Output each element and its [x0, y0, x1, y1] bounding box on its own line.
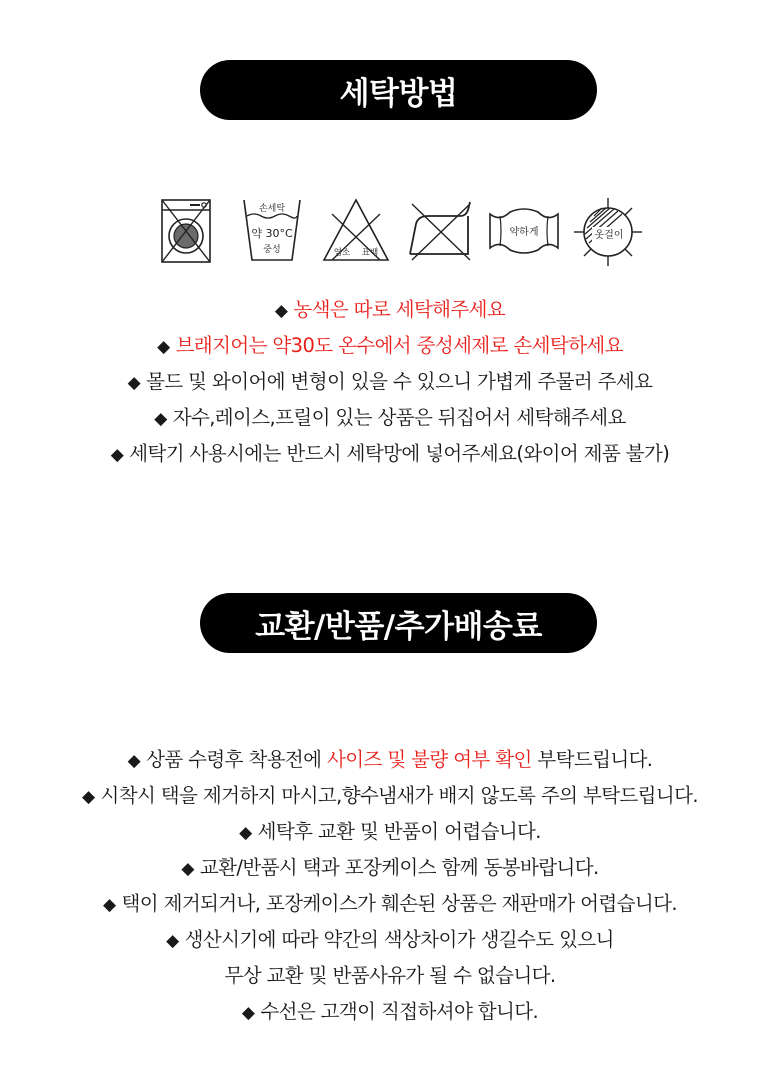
washing-line: [0, 292, 780, 328]
bullet-icon: ◆: [127, 751, 141, 771]
exchange-line-text: 수선은 고객이 직접하셔야 합니다.: [260, 1000, 539, 1023]
bleach-right-label: 표백: [361, 248, 379, 258]
exchange-line: [0, 814, 780, 850]
washing-line-text: 자수,레이스,프릴이 있는 상품은 뒤집어서 세탁해주세요: [172, 406, 626, 429]
hand-wash-bottom-label: 중성: [263, 245, 281, 255]
exchange-line: [0, 922, 780, 958]
exchange-line: [0, 958, 780, 994]
exchange-line-text: 부탁드립니다.: [531, 748, 653, 771]
no-iron-icon: [402, 194, 478, 270]
washing-line-text: 몰드 및 와이어에 변형이 있을 수 있으니 가볍게 주물러 주세요: [146, 370, 653, 393]
hand-wash-top-label: 손세탁: [258, 204, 286, 214]
exchange-line-text: 택이 제거되거나, 포장케이스가 훼손된 상품은 재판매가 어렵습니다.: [121, 892, 677, 915]
washing-line: [0, 400, 780, 436]
exchange-line-text: 교환/반품시 택과 포장케이스 함께 동봉바랍니다.: [199, 856, 599, 879]
bullet-icon: ◆: [274, 301, 288, 321]
hand-wash-icon: [234, 194, 310, 270]
washing-line: [0, 364, 780, 400]
exchange-line-text: 상품 수령후 착용전에: [146, 748, 328, 771]
bullet-icon: ◆: [241, 1003, 255, 1023]
washing-line-text: 세탁기 사용시에는 반드시 세탁망에 넣어주세요(와이어 제품 불가): [129, 442, 670, 465]
exchange-section-title: 교환/반품/추가배송료: [200, 593, 597, 653]
bullet-icon: ◆: [82, 787, 95, 807]
exchange-line: [0, 994, 780, 1030]
bullet-icon: ◆: [239, 823, 252, 843]
exchange-line: [0, 850, 780, 886]
machine-wash-prohibited-icon: [150, 194, 226, 270]
gentle-wring-icon: [486, 194, 562, 270]
exchange-line-text: 시착시 택을 제거하지 마시고,향수냄새가 배지 않도록 주의 부탁드립니다.: [100, 784, 698, 807]
exchange-line: [0, 886, 780, 922]
exchange-highlight-text: 사이즈 및 불량 여부 확인: [327, 748, 532, 771]
exchange-line-text: 세탁후 교환 및 반품이 어렵습니다.: [257, 820, 541, 843]
bullet-icon: ◆: [154, 409, 167, 429]
bullet-icon: ◆: [166, 931, 179, 951]
washing-line: [0, 328, 780, 364]
hang-dry-icon: [570, 194, 646, 270]
bullet-icon: ◆: [110, 445, 124, 465]
gentle-label: 약하게: [509, 227, 539, 238]
bullet-icon: ◆: [157, 337, 170, 357]
hang-dry-label: 옷걸이: [594, 230, 624, 241]
bullet-icon: ◆: [181, 859, 194, 879]
hand-wash-temp-label: 약 30°C: [251, 227, 293, 240]
exchange-line-text: 생산시기에 따라 약간의 색상차이가 생길수도 있으니: [184, 928, 614, 951]
washing-section-title: 세탁방법: [200, 60, 597, 120]
exchange-instructions: [0, 742, 780, 1030]
no-bleach-icon: [318, 194, 394, 270]
bullet-icon: ◆: [103, 895, 116, 915]
bullet-icon: ◆: [127, 373, 141, 393]
washing-line-text: 농색은 따로 세탁해주세요: [293, 298, 506, 321]
washing-line-text: 브래지어는 약30도 온수에서 중성세제로 손세탁하세요: [175, 334, 623, 357]
exchange-line: [0, 742, 780, 778]
washing-line: [0, 436, 780, 472]
washing-instructions: [0, 292, 780, 472]
care-icons-row: [150, 194, 650, 270]
exchange-line-text: 무상 교환 및 반품사유가 될 수 없습니다.: [224, 964, 556, 987]
bleach-left-label: 염소: [333, 248, 351, 258]
exchange-line: [0, 778, 780, 814]
